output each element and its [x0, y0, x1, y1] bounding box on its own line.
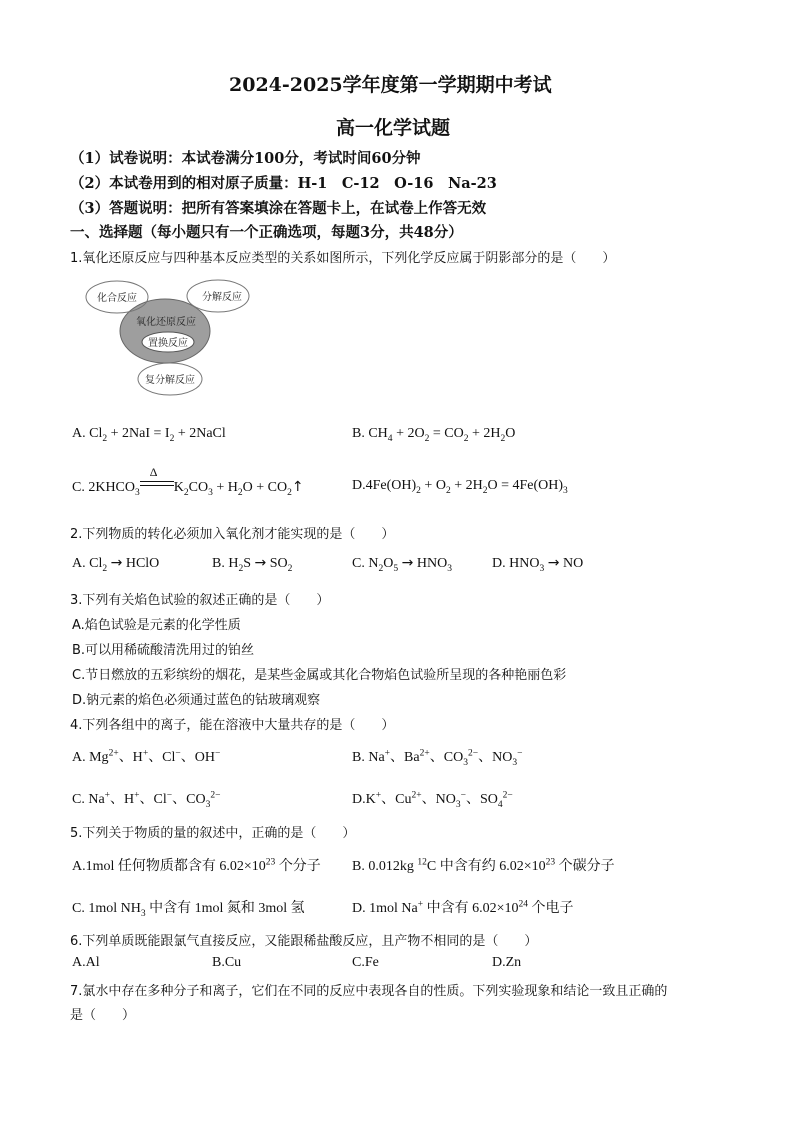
- q2-stem: 2.下列物质的转化必须加入氧化剂才能实现的是（ ）: [70, 527, 395, 542]
- q6-stem: 6.下列单质既能跟氯气直接反应，又能跟稀盐酸反应，且产物不相同的是（ ）: [70, 934, 538, 949]
- q6-option-b: B.Cu: [212, 955, 242, 970]
- q2-option-b: B. $H_2S \to SO_2$: [212, 555, 293, 574]
- exam-subtitle: 高一化学试题: [336, 117, 451, 139]
- displacement-label: 置换反应: [148, 338, 188, 349]
- q4-option-a: A. $Mg^{2+}$、H+、Cl−、OH−: [72, 748, 221, 765]
- instruction-1: （1）试卷说明：本试卷满分100分，考试时间60分钟: [70, 150, 421, 167]
- q4-stem: 4.下列各组中的离子，能在溶液中大量共存的是（ ）: [70, 718, 395, 733]
- q3-option-c: C.节日燃放的五彩缤纷的烟花，是某些金属或其化合物焰色试验所呈现的各种艳丽色彩: [72, 668, 567, 683]
- q5-option-b: B. 0.012kg $^{12}$C 中含有约 $6.02\times 10^{23}$ 个碳分子: [352, 857, 615, 874]
- q2-option-c: C. $N_2O_5 \to HNO_3$: [352, 555, 452, 574]
- q4-option-b: B. Na+、$Ba^{2+}$、$CO_3^{2-}$、$NO_3^-$: [352, 748, 523, 768]
- heat-condition-sign: Δ: [140, 478, 174, 492]
- q3-option-a: A.焰色试验是元素的化学性质: [72, 618, 241, 633]
- q7-stem-line2: 是（ ）: [70, 1008, 136, 1023]
- q4-option-d: D.K+、$Cu^{2+}$、$NO_3^-$、$SO_4^{2-}$: [352, 790, 513, 810]
- redox-ellipse: [120, 299, 210, 363]
- redox-label: 氧化还原反应: [136, 317, 196, 328]
- q4-option-c: C. Na+、H+、Cl−、$CO_3^{2-}$: [72, 790, 221, 810]
- decomposition-label: 分解反应: [202, 292, 242, 303]
- q6-option-a: A.Al: [72, 955, 100, 970]
- q5-option-d: D. 1mol Na+ 中含有 $6.02\times 10^{24}$ 个电子: [352, 899, 574, 916]
- q6-option-c: C.Fe: [352, 955, 379, 970]
- q3-option-b: B.可以用稀硫酸清洗用过的铂丝: [72, 643, 255, 658]
- q1-option-b: B. $CH_4 + 2O_2 = CO_2 + 2H_2O$: [352, 426, 516, 444]
- q1-option-d: $D.4Fe(OH)_2 + O_2 + 2H_2O = 4Fe(OH)_3$: [352, 478, 568, 496]
- q5-option-a: A.1mol 任何物质都含有 $6.02\times 10^{23}$ 个分子: [72, 857, 321, 874]
- section-heading: 一、选择题（每小题只有一个正确选项，每题3分，共48分）: [70, 224, 463, 241]
- q2-option-a: A. $Cl_2$ → HClO: [72, 555, 160, 574]
- q5-option-c: C. 1mol $NH_3$ 中含有 1mol 氮和 3mol 氢: [72, 901, 305, 919]
- q1-stem: 1.氧化还原反应与四种基本反应类型的关系如图所示，下列化学反应属于阴影部分的是（ ）: [70, 251, 616, 266]
- q3-stem: 3.下列有关焰色试验的叙述正确的是（ ）: [70, 593, 330, 608]
- exam-title: 2024-2025学年度第一学期期中考试: [229, 74, 552, 96]
- combination-label: 化合反应: [97, 293, 137, 304]
- q5-stem: 5.下列关于物质的量的叙述中，正确的是（ ）: [70, 826, 356, 841]
- q1-option-a: A. $Cl_2 + 2NaI = I_2$ + 2NaCl: [72, 426, 226, 444]
- q3-option-d: D.钠元素的焰色必须通过蓝色的钴玻璃观察: [72, 693, 321, 708]
- instruction-2: （2）本试卷用到的相对原子质量：H-1 C-12 O-16 Na-23: [70, 175, 497, 192]
- instruction-3: （3）答题说明：把所有答案填涂在答题卡上，在试卷上作答无效: [70, 200, 487, 217]
- q7-stem-line1: 7.氯水中存在多种分子和离子，它们在不同的反应中表现各自的性质。下列实验现象和结论一致且正确的: [70, 984, 668, 999]
- q2-option-d: D. $HNO_3$ → NO: [492, 555, 584, 574]
- q6-option-d: D.Zn: [492, 955, 522, 970]
- reaction-venn-diagram: [80, 270, 260, 400]
- double-decomposition-label: 复分解反应: [145, 375, 195, 386]
- q1-option-c: C. $2KHCO_3$ Δ $K_2CO_3 + H_2O$ + $CO_2↑$: [72, 465, 304, 498]
